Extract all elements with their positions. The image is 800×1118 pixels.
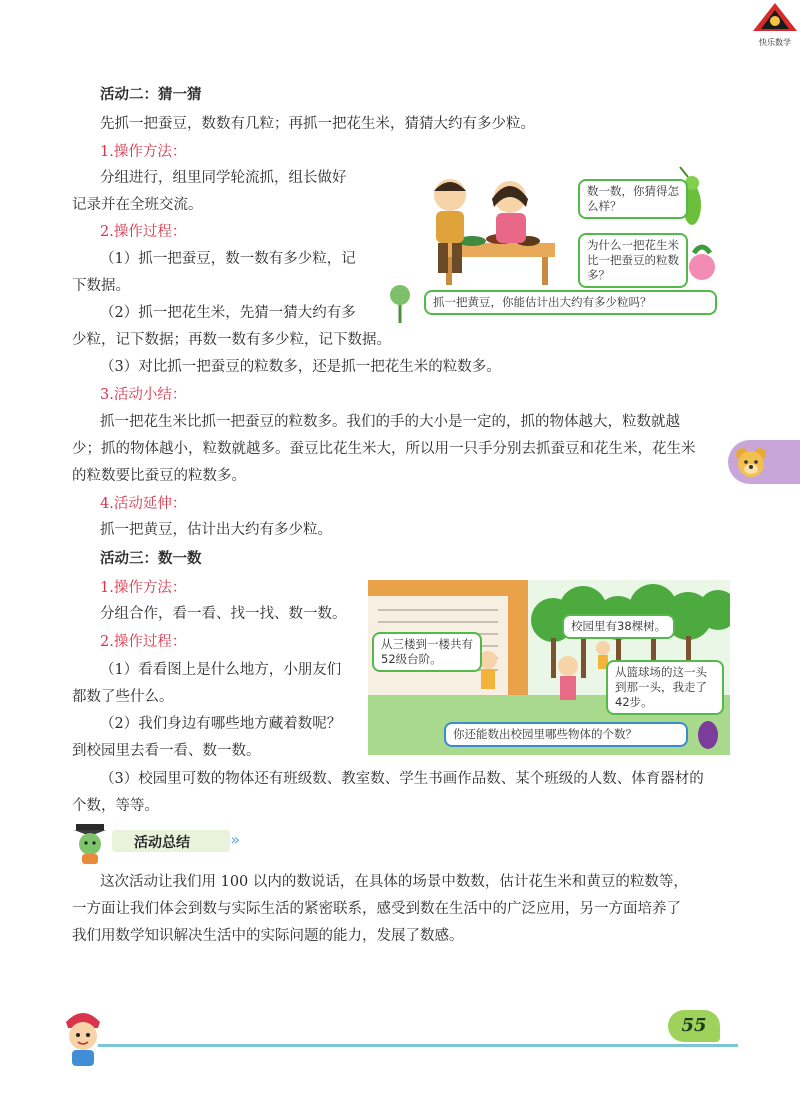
activity2-summary-line1: 抓一把花生米比抓一把蚕豆的粒数多。我们的手的大小是一定的，抓的物体越大，粒数就越 bbox=[100, 414, 680, 430]
publisher-logo bbox=[752, 2, 798, 46]
activity3-heading: 活动三：数一数 bbox=[100, 551, 202, 567]
activity2-extension-title: 4.活动延伸： bbox=[100, 496, 187, 512]
summary-line1: 这次活动让我们用 100 以内的数说话，在具体的场景中数数，估计花生米和黄豆的粒数等， bbox=[100, 874, 688, 890]
activity3-process1-line2: 都数了些什么。 bbox=[72, 689, 174, 705]
activity2-method-title: 1.操作方法： bbox=[100, 144, 187, 160]
footer-rule bbox=[98, 1044, 738, 1047]
illustration-campus bbox=[368, 580, 730, 755]
activity3-process2-line2: 到校园里去看一看、数一数。 bbox=[72, 743, 261, 759]
summary-mascot bbox=[70, 822, 110, 866]
activity3-process3-line2: 个数，等等。 bbox=[72, 798, 159, 814]
page-number-badge bbox=[668, 1010, 720, 1042]
summary-label: 活动总结 bbox=[134, 835, 190, 851]
activity2-extension: 抓一把黄豆，估计出大约有多少粒。 bbox=[100, 522, 332, 538]
activity3-process2-line1: （2）我们身边有哪些地方藏着数呢？ bbox=[100, 716, 342, 732]
activity3-process1-line1: （1）看看图上是什么地方，小朋友们 bbox=[100, 662, 342, 678]
activity2-process-title: 2.操作过程： bbox=[100, 224, 187, 240]
activity2-intro: 先抓一把蚕豆，数数有几粒；再抓一把花生米，猜猜大约有多少粒。 bbox=[100, 116, 535, 132]
activity2-process1-line2: 下数据。 bbox=[72, 278, 130, 294]
graduate-mascot-icon bbox=[70, 822, 110, 866]
activity3-process-title: 2.操作过程： bbox=[100, 634, 187, 650]
activity2-process2-line1: （2）抓一把花生米，先猜一猜大约有多 bbox=[100, 305, 356, 321]
summary-line2: 一方面让我们体会到数与实际生活的紧密联系，感受到数在生活中的广泛应用，另一方面培养了 bbox=[72, 901, 681, 917]
illustration-children-counting bbox=[380, 165, 735, 340]
activity3-process3-line1: （3）校园里可数的物体还有班级数、教室数、学生书画作品数、某个班级的人数、体育器材的 bbox=[100, 771, 704, 787]
activity2-summary-title: 3.活动小结： bbox=[100, 387, 187, 403]
boy-mascot-icon bbox=[58, 1008, 108, 1068]
activity2-method-line2: 记录并在全班交流。 bbox=[72, 197, 203, 213]
speech-bubble-guess: 数一数，你猜得怎么样？ bbox=[578, 179, 688, 219]
speech-bubble-why: 为什么一把花生米比一把蚕豆的粒数多？ bbox=[578, 233, 688, 288]
side-tab bbox=[728, 440, 800, 484]
activity2-summary-line2: 少；抓的物体越小，粒数就越多。蚕豆比花生米大，所以用一只手分别去抓蚕豆和花生米，花生米 bbox=[72, 441, 696, 457]
bear-face-icon bbox=[734, 446, 768, 478]
activity2-heading: 活动二：猜一猜 bbox=[100, 87, 202, 103]
logo-caption: 快乐数学 bbox=[759, 38, 791, 47]
speech-bubble-soybean: 抓一把黄豆，你能估计出大约有多少粒吗？ bbox=[424, 290, 717, 315]
footer-mascot bbox=[58, 1008, 108, 1068]
activity2-process1-line1: （1）抓一把蚕豆，数一数有多少粒，记 bbox=[100, 251, 356, 267]
activity2-summary-line3: 的粒数要比蚕豆的粒数多。 bbox=[72, 468, 246, 484]
activity2-method-line1: 分组进行，组里同学轮流抓，组长做好 bbox=[100, 170, 347, 186]
summary-label-bar bbox=[112, 830, 240, 852]
speech-bubble-count-more: 你还能数出校园里哪些物体的个数？ bbox=[444, 722, 688, 747]
speech-bubble-trees: 校园里有38棵树。 bbox=[562, 614, 675, 639]
activity2-process2-line2: 少粒，记下数据；再数一数有多少粒，记下数据。 bbox=[72, 332, 391, 348]
activity3-method: 分组合作，看一看、找一找、数一数。 bbox=[100, 606, 347, 622]
logo-triangle-icon bbox=[752, 2, 798, 32]
speech-bubble-steps: 从篮球场的这一头到那一头，我走了42步。 bbox=[606, 660, 724, 715]
activity3-method-title: 1.操作方法： bbox=[100, 580, 187, 596]
summary-line3: 我们用数学知识解决生活中的实际问题的能力，发展了数感。 bbox=[72, 928, 464, 944]
activity2-process3: （3）对比抓一把蚕豆的粒数多，还是抓一把花生米的粒数多。 bbox=[100, 359, 501, 375]
page-number: 55 bbox=[681, 1015, 707, 1036]
speech-bubble-stairs: 从三楼到一楼共有52级台阶。 bbox=[372, 632, 482, 672]
double-chevron-icon: » bbox=[230, 830, 240, 849]
